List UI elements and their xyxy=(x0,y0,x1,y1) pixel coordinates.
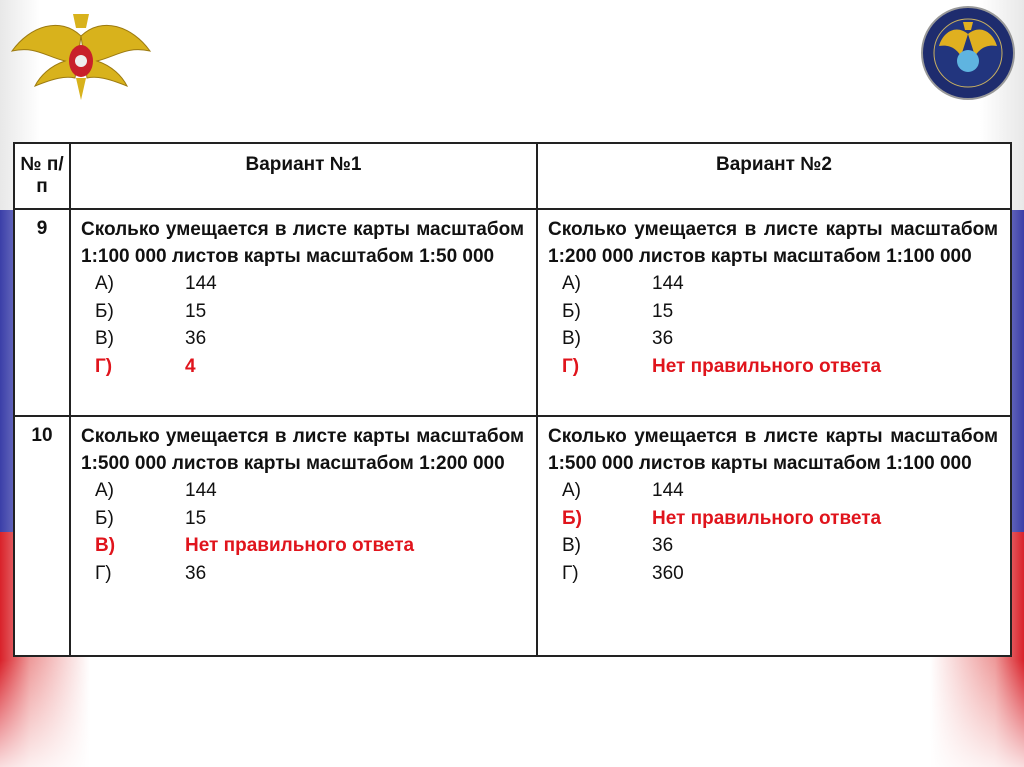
header-number: № п/п xyxy=(14,143,70,209)
option-letter: Г) xyxy=(95,562,112,584)
question-cell xyxy=(70,209,537,416)
option-text: Нет правильного ответа xyxy=(652,507,882,529)
option-text: 144 xyxy=(652,273,684,294)
header-variant-1: Вариант №1 xyxy=(70,143,537,209)
option-letter: А) xyxy=(562,273,581,294)
option-text: 144 xyxy=(185,273,217,294)
question-cell xyxy=(537,209,1011,416)
option-text: 36 xyxy=(652,535,674,556)
answer-option-correct xyxy=(71,353,536,381)
question-text: Сколько умещается в листе карты масштабом 1:500 000 листов карты масштабом 1:200 000 xyxy=(81,426,524,474)
table-header-row xyxy=(14,143,1011,209)
option-letter: В) xyxy=(562,328,581,349)
double-headed-eagle-emblem-icon xyxy=(10,6,152,102)
option-text: Нет правильного ответа xyxy=(652,355,882,377)
option-letter: А) xyxy=(95,480,114,501)
header-variant-2: Вариант №2 xyxy=(537,143,1011,209)
question-cell xyxy=(70,416,537,656)
answer-option xyxy=(538,560,1010,588)
answer-option xyxy=(71,505,536,533)
background-fade xyxy=(0,660,1024,767)
option-letter: А) xyxy=(95,273,114,294)
question-text: Сколько умещается в листе карты масштабом 1:100 000 листов карты масштабом 1:50 000 xyxy=(81,219,524,267)
university-seal-icon xyxy=(921,6,1015,100)
answer-option xyxy=(538,270,1010,298)
question-cell xyxy=(537,416,1011,656)
answer-option-correct xyxy=(71,532,536,560)
option-letter: Б) xyxy=(95,300,114,322)
table-row xyxy=(14,209,1011,416)
row-number: 9 xyxy=(14,209,70,416)
answer-option xyxy=(538,532,1010,560)
answer-option xyxy=(71,477,536,505)
answer-option xyxy=(71,560,536,588)
option-text: 4 xyxy=(185,355,196,377)
option-letter: А) xyxy=(562,480,581,501)
option-letter: Б) xyxy=(562,507,582,529)
answer-option xyxy=(71,325,536,353)
option-text: 36 xyxy=(185,562,207,584)
row-number: 10 xyxy=(14,416,70,656)
answer-option xyxy=(71,298,536,326)
option-text: 15 xyxy=(185,300,207,322)
answer-option xyxy=(538,477,1010,505)
answer-option-correct xyxy=(538,353,1010,381)
table-row xyxy=(14,416,1011,656)
answer-option xyxy=(538,298,1010,326)
question-text: Сколько умещается в листе карты масштабом 1:200 000 листов карты масштабом 1:100 000 xyxy=(548,219,998,267)
option-letter: В) xyxy=(562,535,581,556)
test-table xyxy=(13,142,1012,657)
option-letter: В) xyxy=(95,328,114,349)
option-text: 15 xyxy=(185,507,207,529)
option-text: 144 xyxy=(652,480,684,501)
option-text: 36 xyxy=(652,328,674,349)
option-letter: Г) xyxy=(95,355,113,377)
option-letter: Г) xyxy=(562,562,579,584)
answer-option xyxy=(538,325,1010,353)
option-text: 360 xyxy=(652,562,684,584)
option-text: Нет правильного ответа xyxy=(185,535,415,556)
answer-option xyxy=(71,270,536,298)
option-letter: Г) xyxy=(562,355,580,377)
question-text: Сколько умещается в листе карты масштабом 1:500 000 листов карты масштабом 1:100 000 xyxy=(548,426,998,474)
option-letter: Б) xyxy=(562,300,581,322)
answer-option-correct xyxy=(538,505,1010,533)
option-text: 15 xyxy=(652,300,674,322)
option-text: 36 xyxy=(185,328,207,349)
option-letter: В) xyxy=(95,535,116,556)
option-text: 144 xyxy=(185,480,217,501)
option-letter: Б) xyxy=(95,507,114,529)
